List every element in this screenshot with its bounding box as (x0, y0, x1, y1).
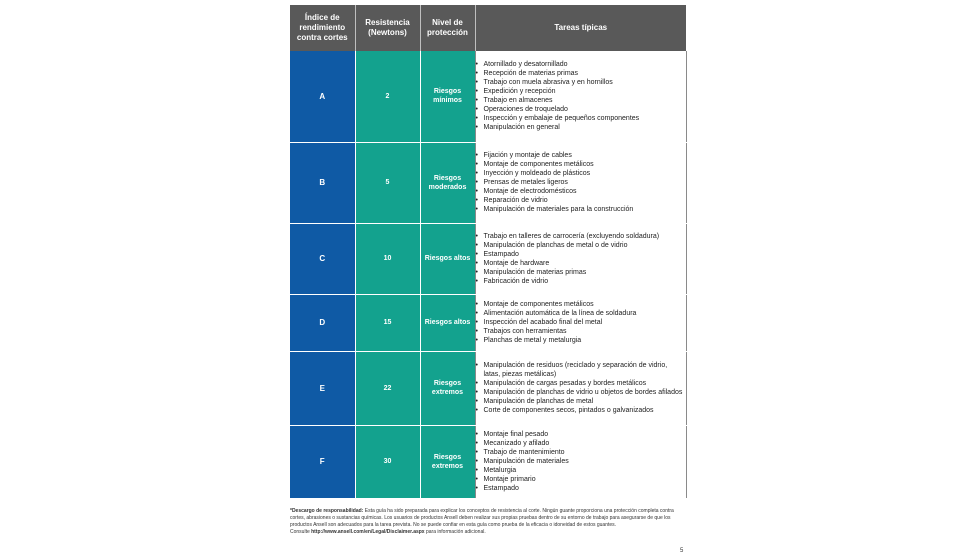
task-item: • Planchas de metal y metalurgia (476, 336, 686, 345)
task-item: • Estampado (476, 250, 686, 259)
task-item: • Manipulación de planchas de vidrio u objetos de bordes afilados (476, 388, 686, 397)
cell-index: E (290, 351, 355, 425)
cell-protection-level: Riesgos extremos (420, 351, 475, 425)
task-item: • Manipulación de materias primas (476, 268, 686, 277)
table-body (290, 51, 686, 498)
cell-index: B (290, 142, 355, 223)
cell-index: D (290, 294, 355, 351)
task-item: • Inspección y embalaje de pequeños componentes (476, 114, 686, 123)
header-tasks: Tareas típicas (475, 5, 686, 51)
task-list (476, 60, 686, 132)
cell-tasks (475, 425, 686, 498)
cell-protection-level: Riesgos extremos (420, 425, 475, 498)
task-item: • Montaje de hardware (476, 259, 686, 268)
disclaimer (290, 508, 686, 536)
cell-protection-level: Riesgos moderados (420, 142, 475, 223)
task-item: • Reparación de vidrio (476, 196, 686, 205)
task-list (476, 361, 686, 415)
cell-tasks (475, 294, 686, 351)
table-row (290, 223, 686, 294)
task-item: • Manipulación en general (476, 123, 686, 132)
cell-protection-level: Riesgos mínimos (420, 51, 475, 142)
task-list (476, 232, 686, 286)
task-item: • Expedición y recepción (476, 87, 686, 96)
task-list (476, 430, 686, 493)
task-item: • Manipulación de cargas pesadas y bordes metálicos (476, 379, 686, 388)
cell-tasks (475, 351, 686, 425)
header-level: Nivel de protección (420, 5, 475, 51)
task-item: • Montaje de componentes metálicos (476, 160, 686, 169)
task-item: • Montaje primario (476, 475, 686, 484)
cell-resistance: 10 (355, 223, 420, 294)
table-row (290, 425, 686, 498)
task-item: • Trabajo en talleres de carrocería (excluyendo soldadura) (476, 232, 686, 241)
cell-resistance: 22 (355, 351, 420, 425)
cell-protection-level: Riesgos altos (420, 294, 475, 351)
task-item: • Manipulación de materiales para la construcción (476, 205, 686, 214)
task-item: • Montaje de componentes metálicos (476, 300, 686, 309)
task-item: • Inyección y moldeado de plásticos (476, 169, 686, 178)
task-item: • Manipulación de residuos (reciclado y separación de vidrio, latas, piezas metálicas) (476, 361, 686, 379)
task-item: • Montaje final pesado (476, 430, 686, 439)
task-item: • Fijación y montaje de cables (476, 151, 686, 160)
task-item: • Manipulación de planchas de metal o de vidrio (476, 241, 686, 250)
task-item: • Recepción de materias primas (476, 69, 686, 78)
task-item: • Corte de componentes secos, pintados o galvanizados (476, 406, 686, 415)
header-index: Índice de rendimiento contra cortes (290, 5, 355, 51)
task-list (476, 151, 686, 214)
table-header-row (290, 5, 686, 51)
cell-index: A (290, 51, 355, 142)
cell-tasks (475, 51, 686, 142)
header-resistance: Resistencia (Newtons) (355, 5, 420, 51)
disclaimer-consult-prefix: Consulte (290, 529, 310, 535)
task-item: • Montaje de electrodomésticos (476, 187, 686, 196)
task-item: • Metalurgia (476, 466, 686, 475)
task-item: • Estampado (476, 484, 686, 493)
task-item: • Fabricación de vidrio (476, 277, 686, 286)
disclaimer-text: Esta guía ha sido preparada para explicar los conceptos de resistencia al corte. Ningún guante proporciona una protección completa contra cortes, abrasiones o sustancias químicas. Los usuarios de productos Ansell deben realizar sus propias pruebas dentro de su entorno de trabajo para asegurarse de que los productos Ansell son adecuados para la tarea prevista. No se puede confiar en esta guía como prueba de la eficacia o idoneidad de estos guantes. (290, 508, 674, 528)
task-item: • Trabajo de mantenimiento (476, 448, 686, 457)
cell-tasks (475, 223, 686, 294)
task-item: • Prensas de metales ligeros (476, 178, 686, 187)
cell-resistance: 30 (355, 425, 420, 498)
cell-index: F (290, 425, 355, 498)
table-row (290, 351, 686, 425)
task-list (476, 300, 686, 345)
task-item: • Manipulación de materiales (476, 457, 686, 466)
table-row (290, 142, 686, 223)
disclaimer-title: *Descargo de responsabilidad: (290, 508, 364, 514)
cell-index: C (290, 223, 355, 294)
table-row (290, 51, 686, 142)
disclaimer-url[interactable]: http://www.ansell.com/en/Legal/Disclaimer.aspx (311, 529, 425, 535)
cell-tasks (475, 142, 686, 223)
task-item: • Alimentación automática de la línea de soldadura (476, 309, 686, 318)
task-item: • Atornillado y desatornillado (476, 60, 686, 69)
table-row (290, 294, 686, 351)
cell-resistance: 5 (355, 142, 420, 223)
disclaimer-consult-suffix: para información adicional. (425, 529, 486, 535)
cell-resistance: 15 (355, 294, 420, 351)
task-item: • Inspección del acabado final del metal (476, 318, 686, 327)
task-item: • Mecanizado y afilado (476, 439, 686, 448)
task-item: • Trabajo con muela abrasiva y en hornillos (476, 78, 686, 87)
task-item: • Trabajos con herramientas (476, 327, 686, 336)
task-item: • Operaciones de troquelado (476, 105, 686, 114)
cut-resistance-table (290, 5, 687, 499)
cell-resistance: 2 (355, 51, 420, 142)
task-item: • Manipulación de planchas de metal (476, 397, 686, 406)
page-number: 5 (680, 548, 684, 554)
task-item: • Trabajo en almacenes (476, 96, 686, 105)
cell-protection-level: Riesgos altos (420, 223, 475, 294)
